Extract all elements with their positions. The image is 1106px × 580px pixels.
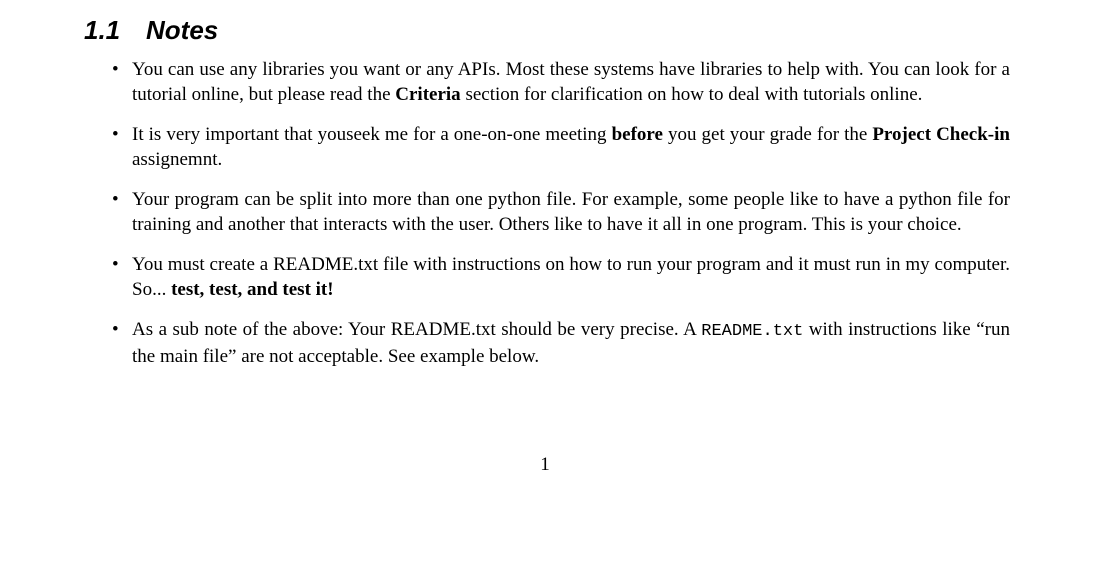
note-text <box>132 124 1010 170</box>
bullet-icon: • <box>112 189 119 210</box>
note-emphasis: before <box>611 124 663 145</box>
bullet-icon: • <box>112 319 119 340</box>
bullet-icon: • <box>112 59 119 80</box>
note-segment: As a sub note of the above: Your README.txt should be very precise. A <box>132 319 702 340</box>
note-emphasis: Criteria <box>395 83 461 105</box>
bullet-icon: • <box>112 254 119 275</box>
note-code: README.txt <box>701 322 804 341</box>
section-heading <box>84 13 218 47</box>
note-item <box>112 123 1010 172</box>
note-segment: You can use any libraries you want or any APIs. Most these systems have libraries to help with. You can look for a tutorial online, but please read the <box>132 59 1010 105</box>
section-number: 1.1 <box>84 15 121 45</box>
note-item <box>112 188 1010 237</box>
note-emphasis: test, test, and test it! <box>171 278 334 300</box>
note-segment: you get your grade for the <box>662 124 873 145</box>
note-item <box>112 253 1010 302</box>
bullet-icon: • <box>112 124 119 145</box>
note-text <box>132 319 1010 367</box>
note-item <box>112 58 1010 107</box>
note-text <box>132 189 1010 235</box>
note-segment: Your program can be split into more than one python file. For example, some people like to have a python file for training and another that interacts with the user. Others like to have it all in one program. This is your choice. <box>132 189 1010 235</box>
note-text <box>132 59 1010 105</box>
note-emphasis: Project Check-in <box>872 124 1010 145</box>
note-text <box>132 254 1010 300</box>
note-segment: It is very important that youseek me for a one-on-one meeting <box>132 124 612 145</box>
note-segment: assignemnt. <box>132 148 223 170</box>
section-title: Notes <box>146 15 219 45</box>
note-item <box>112 318 1010 369</box>
notes-list <box>112 58 1010 385</box>
page-number: 1 <box>540 454 550 475</box>
note-segment: You must create a README.txt file with instructions on how to run your program and it must run in my computer. So... <box>132 254 1010 300</box>
note-segment: with instructions like “run the main file” are not acceptable. See example below. <box>132 319 1010 367</box>
note-segment: section for clarification on how to deal with tutorials online. <box>460 83 923 105</box>
